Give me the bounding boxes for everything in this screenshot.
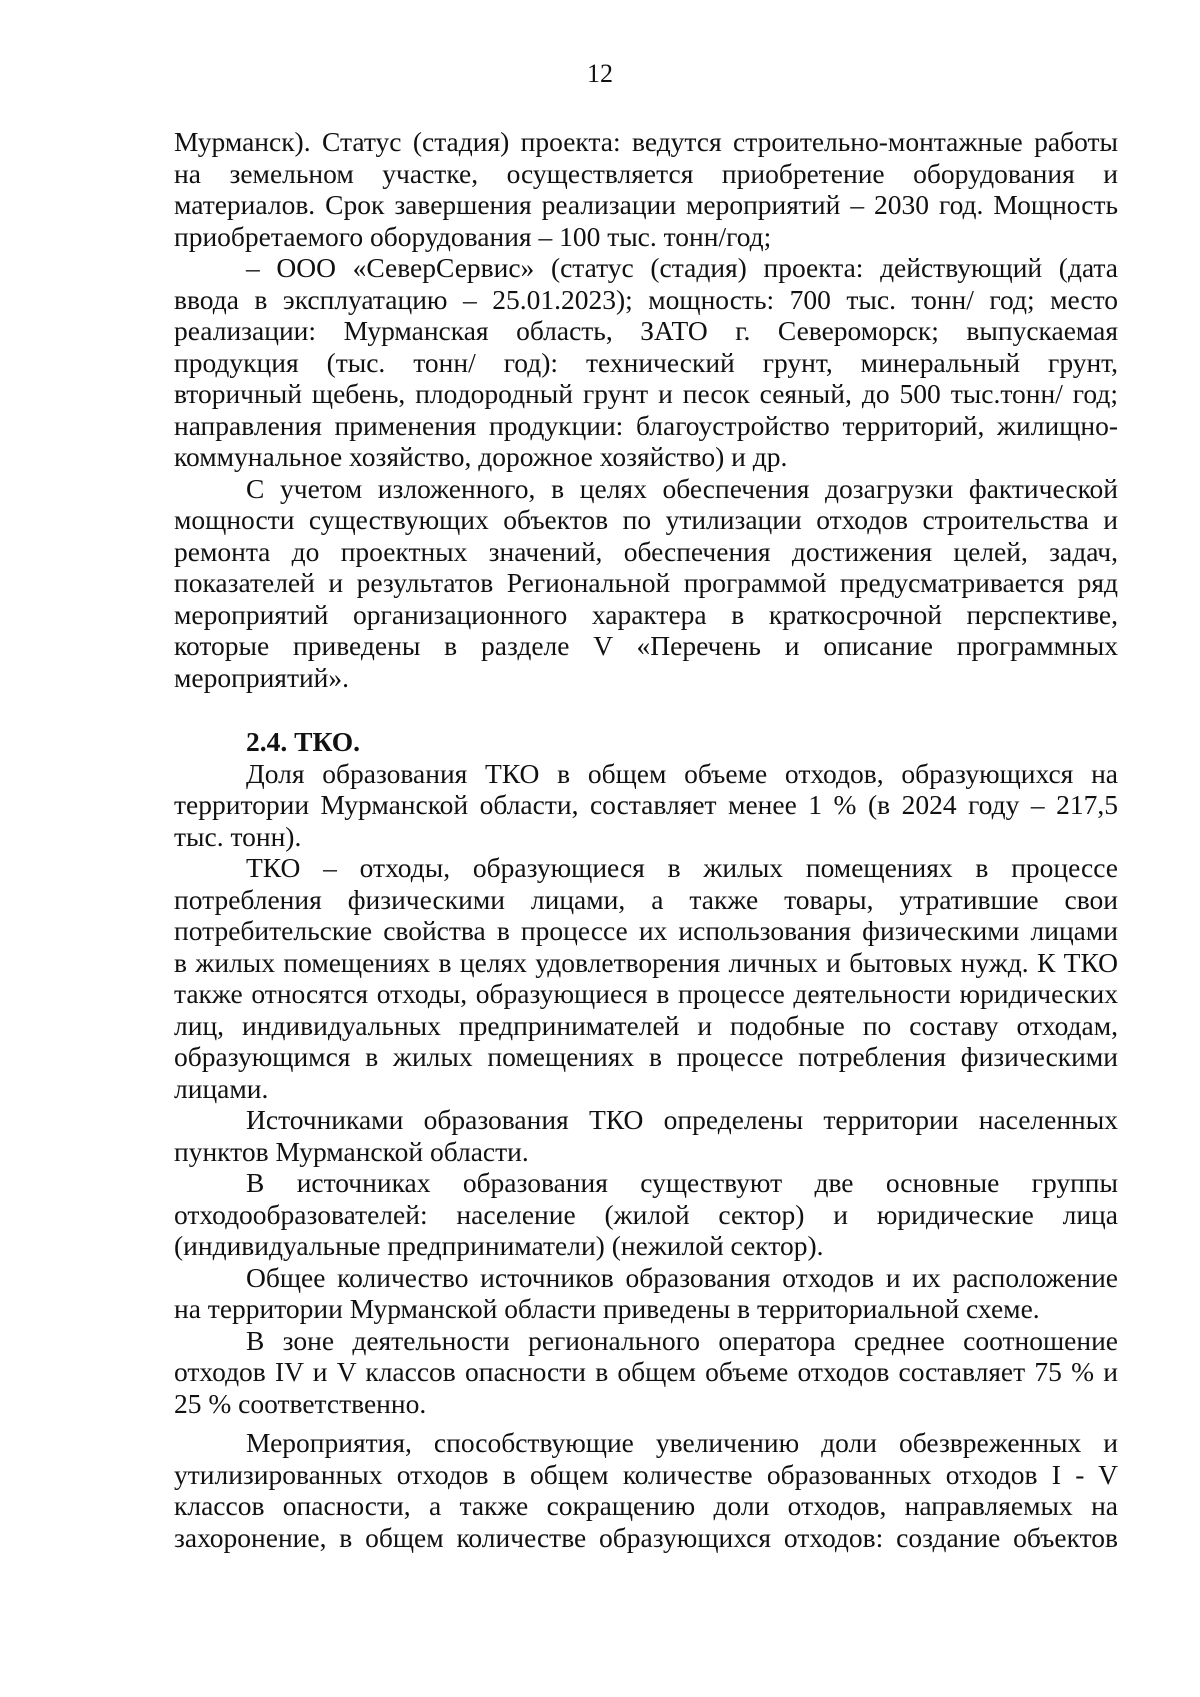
text-line: коммунальное хозяйство, дорожное хозяйство) и др. bbox=[174, 441, 788, 472]
paragraph bbox=[174, 473, 1118, 694]
section-heading: 2.4. ТКО. bbox=[246, 726, 360, 757]
text-line: захоронение, в общем количестве образующихся отходов: создание объектов bbox=[174, 1521, 1118, 1553]
text-line: образующимся в жилых помещениях в процессе потребления физическими bbox=[174, 1041, 1118, 1072]
paragraph bbox=[174, 126, 1118, 252]
text-line: мероприятий». bbox=[174, 661, 350, 693]
paragraph bbox=[174, 1104, 1118, 1167]
text-line: пунктов Мурманской области. bbox=[174, 1135, 529, 1167]
paragraph bbox=[174, 758, 1118, 853]
text-line: потребления физическими лицами, а также товары, утратившие свои bbox=[174, 883, 1118, 915]
document-body bbox=[174, 126, 1118, 1553]
text-line: в жилых помещениях в целях удовлетворения личных и бытовых нужд. К ТКО bbox=[174, 946, 1118, 978]
text-line: ремонта до проектных значений, обеспечения достижения целей, задач, bbox=[174, 535, 1118, 567]
text-line: тыс. тонн). bbox=[174, 820, 302, 852]
text-line: мероприятий организационного характера в краткосрочной перспективе, bbox=[174, 598, 1118, 630]
text-line: Источниками образования ТКО определены территории населенных bbox=[246, 1104, 1118, 1135]
text-line: показателей и результатов Региональной программой предусматривается ряд bbox=[174, 567, 1118, 598]
text-line: потребительские свойства в процессе их использования физическими лицами bbox=[174, 915, 1118, 946]
text-line: Мурманск). Статус (стадия) проекта: ведутся строительно-монтажные работы bbox=[174, 126, 1118, 157]
text-line: также относятся отходы, образующиеся в процессе деятельности юридических bbox=[174, 978, 1118, 1009]
text-line: Мероприятия, способствующие увеличению доли обезвреженных и bbox=[246, 1427, 1118, 1458]
text-line: В зоне деятельности регионального оператора среднее соотношение bbox=[246, 1324, 1118, 1356]
text-line: реализации: Мурманская область, ЗАТО г. Североморск; выпускаемая bbox=[174, 315, 1118, 346]
paragraph bbox=[174, 252, 1118, 473]
text-line: территории Мурманской области, составляет менее 1 % (в 2024 году – 217,5 bbox=[174, 789, 1118, 820]
section-spacer bbox=[174, 693, 1118, 726]
text-line: 25 % соответственно. bbox=[174, 1387, 427, 1419]
text-line: лицами. bbox=[174, 1072, 269, 1104]
text-line: – ООО «СеверСервис» (статус (стадия) проекта: действующий (дата bbox=[246, 252, 1118, 283]
text-line: мощности существующих объектов по утилизации отходов строительства и bbox=[174, 504, 1118, 535]
text-line: Общее количество источников образования отходов и их расположение bbox=[246, 1261, 1118, 1293]
text-line: направления применения продукции: благоустройство территорий, жилищно- bbox=[174, 409, 1118, 441]
text-line: отходов IV и V классов опасности в общем объеме отходов составляет 75 % и bbox=[174, 1356, 1118, 1387]
text-line: утилизированных отходов в общем количестве образованных отходов I - V bbox=[174, 1458, 1118, 1490]
text-line: отходообразователей: население (жилой сектор) и юридические лица bbox=[174, 1198, 1118, 1230]
text-line: ввода в эксплуатацию – 25.01.2023); мощность: 700 тыс. тонн/ год; место bbox=[174, 283, 1118, 315]
text-line: вторичный щебень, плодородный грунт и песок сеяный, до 500 тыс.тонн/ год; bbox=[174, 378, 1118, 409]
text-line: материалов. Срок завершения реализации мероприятий – 2030 год. Мощность bbox=[174, 189, 1118, 220]
paragraph bbox=[174, 1262, 1118, 1325]
text-line: продукция (тыс. тонн/ год): технический грунт, минеральный грунт, bbox=[174, 346, 1118, 378]
text-line: классов опасности, а также сокращению доли отходов, направляемых на bbox=[174, 1490, 1118, 1521]
paragraph bbox=[174, 1167, 1118, 1262]
text-line: приобретаемого оборудования – 100 тыс. тонн/год; bbox=[174, 220, 772, 252]
text-line: на земельном участке, осуществляется приобретение оборудования и bbox=[174, 157, 1118, 189]
paragraph-spacer bbox=[174, 1419, 1118, 1427]
text-line: Доля образования ТКО в общем объеме отходов, образующихся на bbox=[246, 757, 1118, 789]
text-line: С учетом изложенного, в целях обеспечения дозагрузки фактической bbox=[246, 472, 1118, 504]
paragraph bbox=[174, 1427, 1118, 1553]
text-line: лиц, индивидуальных предпринимателей и подобные по составу отходам, bbox=[174, 1009, 1118, 1041]
text-line: (индивидуальные предприниматели) (нежилой сектор). bbox=[174, 1230, 824, 1261]
page-number: 12 bbox=[587, 59, 613, 88]
paragraph bbox=[174, 1325, 1118, 1420]
text-line: В источниках образования существуют две основные группы bbox=[246, 1167, 1118, 1198]
text-line: которые приведены в разделе V «Перечень и описание программных bbox=[174, 630, 1118, 661]
paragraph bbox=[174, 852, 1118, 1104]
text-line: ТКО – отходы, образующиеся в жилых помещениях в процессе bbox=[246, 852, 1118, 883]
text-line: на территории Мурманской области приведены в территориальной схеме. bbox=[174, 1293, 1040, 1324]
